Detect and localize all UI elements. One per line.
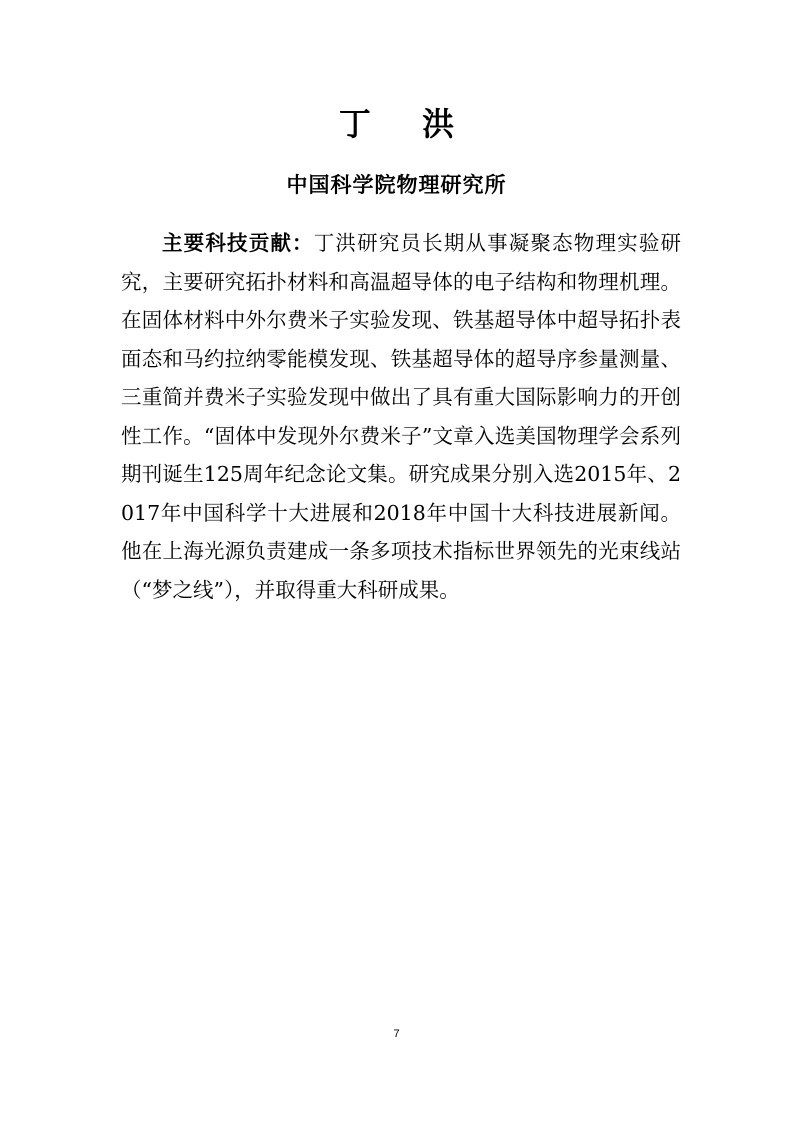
contribution-label: 主要科技贡献： — [162, 231, 314, 255]
person-name: 丁 洪 — [338, 105, 475, 143]
contribution-paragraph — [121, 224, 681, 609]
contribution-text: 丁洪研究员长期从事凝聚态物理实验研究，主要研究拓扑材料和高温超导体的电子结构和物理机理。在固体材料中外尔费米子实验发现、铁基超导体中超导拓扑表面态和马约拉纳零能模发现、铁基超导体的超导序参量测量、三重简并费米子实验发现中做出了具有重大国际影响力的开创性工作。“固体中发现外尔费米子”文章入选美国物理学会系列期刊诞生125周年纪念论文集。研究成果分别入选2015年、2017年中国科学十大进展和2018年中国十大科技进展新闻。他在上海光源负责建成一条多项技术指标世界领先的光束线站（“梦之线”），并取得重大科研成果。 — [121, 231, 682, 602]
affiliation: 中国科学院物理研究所 — [286, 172, 507, 197]
page-number: 7 — [393, 1028, 400, 1040]
